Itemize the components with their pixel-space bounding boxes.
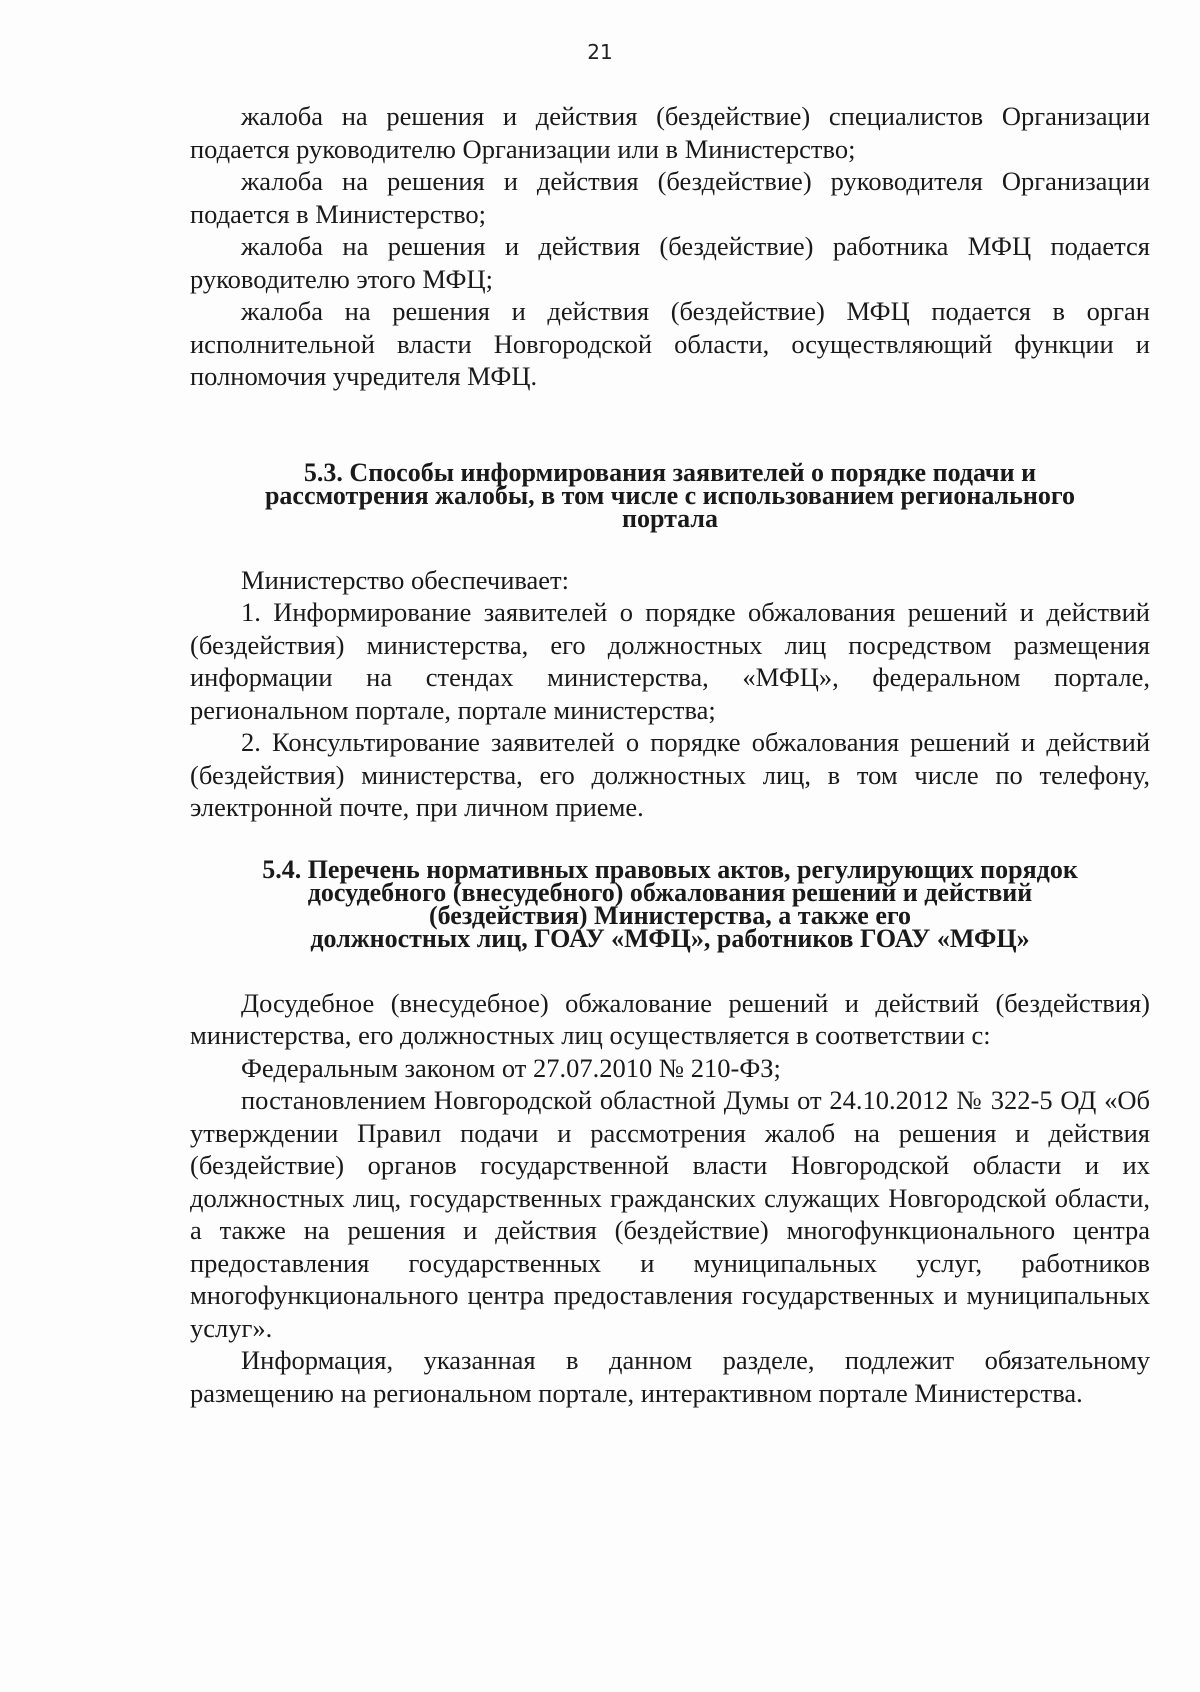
section-5-4-paragraph-4: Информация, указанная в данном разделе, подлежит обязательному размещению на региональном портале, интерактивном портале Министерства. [190,1345,1150,1408]
spacer [190,393,1150,461]
document-body [190,100,1150,1409]
section-5-4-heading-line-2: досудебного (внесудебного) обжалования решений и действий [307,877,1033,907]
section-5-3-heading-line-1: 5.3. Способы информирования заявителей о порядке подачи и [303,457,1037,487]
section-5-4-heading-line-1: 5.4. Перечень нормативных правовых актов, регулирующих порядок [262,854,1078,884]
intro-paragraph-1: жалоба на решения и действия (бездействие) специалистов Организации подается руководителю Организации или в Министерство; [190,101,1150,164]
section-5-3-heading [190,457,1150,533]
section-5-3-heading-line-3: портала [621,503,718,533]
section-5-4-heading-line-4: должностных лиц, ГОАУ «МФЦ», работников ГОАУ «МФЦ» [310,923,1030,953]
section-5-4-paragraph-3: постановлением Новгородской областной Думы от 24.10.2012 № 322-5 ОД «Об утверждении Правил подачи и рассмотрения жалоб на решения и действия (бездействие) органов государственной власти Новгородской области и их должностных лиц, государственных гражданских служащих Новгородской области, а также на решения и действия (бездействие) многофункционального центра предоставления государственных и муниципальных услуг, работников многофункционального центра предоставления государственных и муниципальных услуг». [190,1085,1150,1343]
section-5-3-heading-line-2: рассмотрения жалобы, в том числе с использованием регионального [264,480,1076,510]
section-5-4-paragraph-1: Досудебное (внесудебное) обжалование решений и действий (бездействия) министерства, его должностных лиц осуществляется в соответствии с: [190,987,1150,1050]
section-5-4-paragraph-2: Федеральным законом от 27.07.2010 № 210-ФЗ; [241,1052,781,1083]
section-5-3-paragraph-2: 1. Информирование заявителей о порядке обжалования решений и действий (бездействия) министерства, его должностных лиц посредством размещения информации на стендах министерства, «МФЦ», федеральном портале, региональном портале, портале министерства; [190,597,1150,725]
intro-paragraph-4: жалоба на решения и действия (бездействие) МФЦ подается в орган исполнительной власти Новгородской области, осуществляющий функции и полномочия учредителя МФЦ. [190,296,1150,391]
spacer [190,824,1150,858]
page-number: 21 [587,40,613,64]
section-5-3-paragraph-3: 2. Консультирование заявителей о порядке обжалования решений и действий (бездействия) министерства, его должностных лиц, в том числе по телефону, электронной почте, при личном приеме. [190,727,1150,822]
intro-paragraph-2: жалоба на решения и действия (бездействие) руководителя Организации подается в Министерство; [190,166,1150,229]
spacer [190,950,1150,987]
section-5-4-heading-line-3: (бездействия) Министерства, а также его [428,900,912,930]
intro-paragraph-3: жалоба на решения и действия (бездействие) работника МФЦ подается руководителю этого МФЦ; [190,231,1150,294]
spacer [190,530,1150,564]
section-5-3-paragraph-1: Министерство обеспечивает: [241,564,570,595]
section-5-4-heading [190,854,1150,953]
